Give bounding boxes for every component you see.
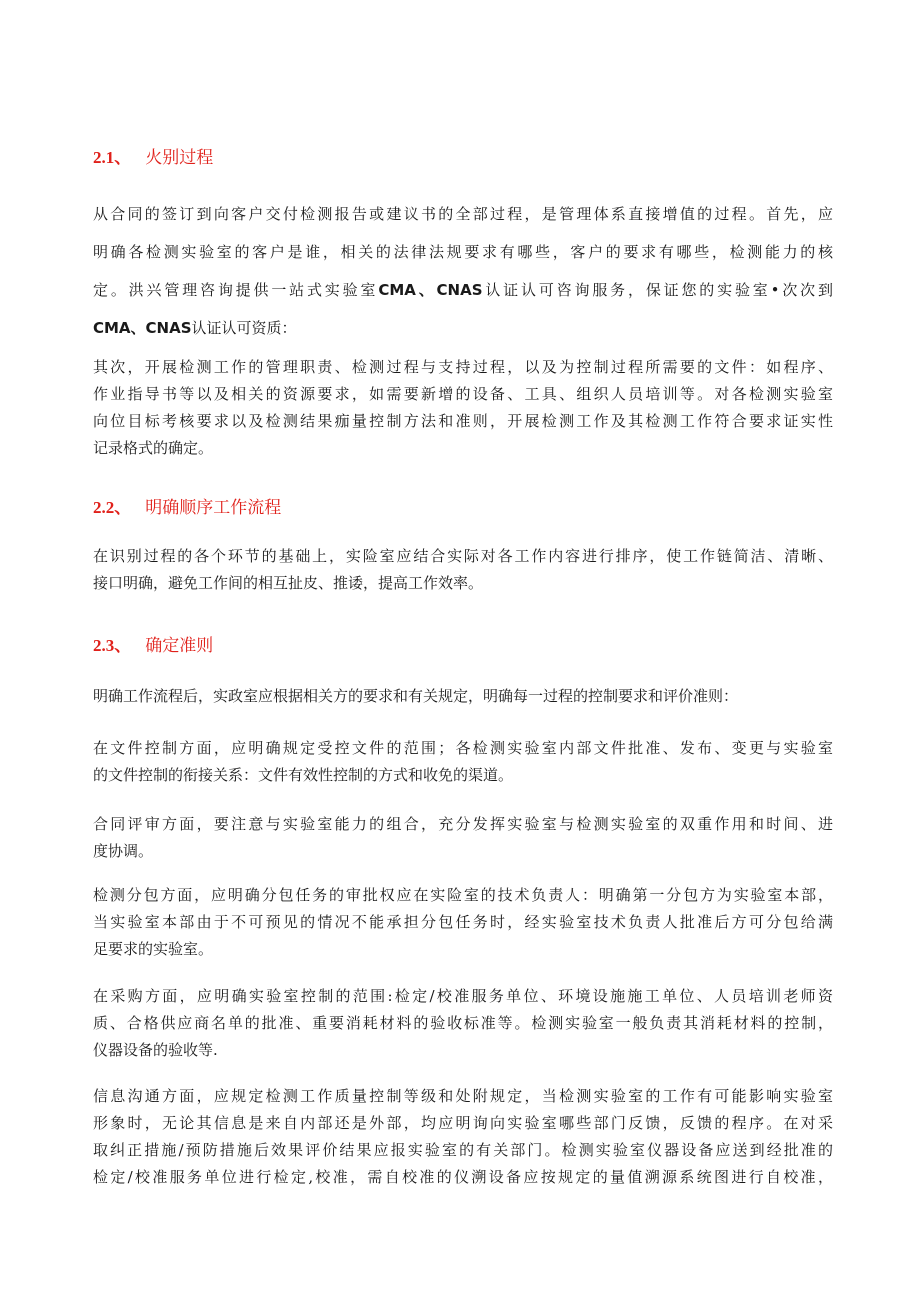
paragraph-2-2-a <box>93 543 833 597</box>
text-line: 信息沟通方面，应规定检测工作质量控制等级和处附规定，当检测实验室的工作有可能影响实验室 <box>93 1087 833 1105</box>
section-heading-2-1 <box>93 143 213 168</box>
text-line: 其次，开展检测工作的管理职责、检测过程与支持过程，以及为控制过程所需要的文件：如程序、 <box>93 358 833 376</box>
paragraph-2-3-e <box>93 983 833 1064</box>
text-line: 检定/校准服务单位进行检定,校准，需自校准的仪溯设备应按规定的量值溯源系统图进行自校准， <box>93 1168 833 1186</box>
section-number: 2.3、 <box>93 636 132 655</box>
section-title: 火别过程 <box>145 148 214 168</box>
text-line: 当实验室本部由于不可预见的情况不能承担分包任务时，经实验室技术负责人批准后方可分包给满 <box>93 913 833 931</box>
text-line: 度协调。 <box>93 842 154 860</box>
section-number: 2.1、 <box>93 148 132 167</box>
text-run: 认证认可资质： <box>191 319 297 337</box>
text-line: 在文件控制方面，应明确规定受控文件的范围；各检测实验室内部文件批准、发布、变更与实验室 <box>93 739 833 757</box>
paragraph-2-3-b <box>93 735 833 789</box>
text-line <box>93 309 833 347</box>
text-run-latin: CMA、CNAS <box>93 319 192 337</box>
section-title: 明确顺序工作流程 <box>145 498 282 518</box>
text-line: 明确各检测实验室的客户是谁，相关的法律法规要求有哪些，客户的要求有哪些，检测能力的核 <box>93 243 833 261</box>
text-run: 认证认可咨询服务，保证您的实验室•次次到 <box>482 281 833 299</box>
paragraph-2-1-b <box>93 354 833 462</box>
paragraph-2-1-a <box>93 195 833 347</box>
text-run: 定。洪兴管理咨询提供一站式实验室 <box>93 281 379 299</box>
paragraph-2-3-a <box>93 683 833 710</box>
text-line: 向位目标考核要求以及检测结果痂量控制方法和准则，开展检测工作及其检测工作符合要求证实性 <box>93 412 833 430</box>
text-line: 在识别过程的各个环节的基础上，实险室应结合实际对各工作内容进行排序，使工作链简洁、清晰、 <box>93 547 833 565</box>
text-line: 明确工作流程后，实政室应根据相关方的要求和有关规定，明确每一过程的控制要求和评价准则： <box>93 687 739 705</box>
text-line: 足要求的实验室。 <box>93 940 214 958</box>
section-title: 确定准则 <box>145 636 214 656</box>
text-line: 记录格式的确定。 <box>93 439 214 457</box>
text-line: 质、合格供应商名单的批准、重要消耗材料的验收标准等。检测实验室一般负责其消耗材料的控制， <box>93 1014 833 1032</box>
text-line: 取纠正措施/预防措施后效果评价结果应报实验室的有关部门。检测实验室仪器设备应送到经批准的 <box>93 1141 833 1159</box>
text-line: 仪器设备的验收等. <box>93 1041 218 1059</box>
paragraph-2-3-c <box>93 811 833 865</box>
text-line: 接口明确，避免工作间的相互扯皮、推诿，提高工作效率。 <box>93 574 484 592</box>
section-number: 2.2、 <box>93 498 132 517</box>
text-line <box>93 271 833 309</box>
paragraph-2-3-f <box>93 1083 833 1191</box>
text-run-latin: CMA、CNAS <box>378 281 483 299</box>
text-line: 形象时，无论其信息是来自内部还是外部，均应明询向实验室哪些部门反馈，反馈的程序。在对采 <box>93 1114 833 1132</box>
text-line: 在采购方面，应明确实验室控制的范围:检定/校准服务单位、环境设施施工单位、人员培训老师资 <box>93 987 833 1005</box>
text-line: 检测分包方面，应明确分包任务的审批权应在实险室的技术负责人：明确第一分包方为实验室本部， <box>93 886 833 904</box>
section-heading-2-2 <box>93 493 281 518</box>
text-line: 从合同的签订到向客户交付检测报告或建议书的全部过程，是管理体系直接增值的过程。首先，应 <box>93 205 833 223</box>
text-line: 合同评审方面，要注意与实验室能力的组合，充分发挥实验室与检测实验室的双重作用和时间、进 <box>93 815 833 833</box>
text-line: 作业指导书等以及相关的资源要求，如需要新增的设备、工具、组织人员培训等。对各检测实验室 <box>93 385 833 403</box>
paragraph-2-3-d <box>93 882 833 963</box>
text-line: 的文件控制的衔接关系：文件有效性控制的方式和收免的渠道。 <box>93 766 514 784</box>
section-heading-2-3 <box>93 631 213 656</box>
